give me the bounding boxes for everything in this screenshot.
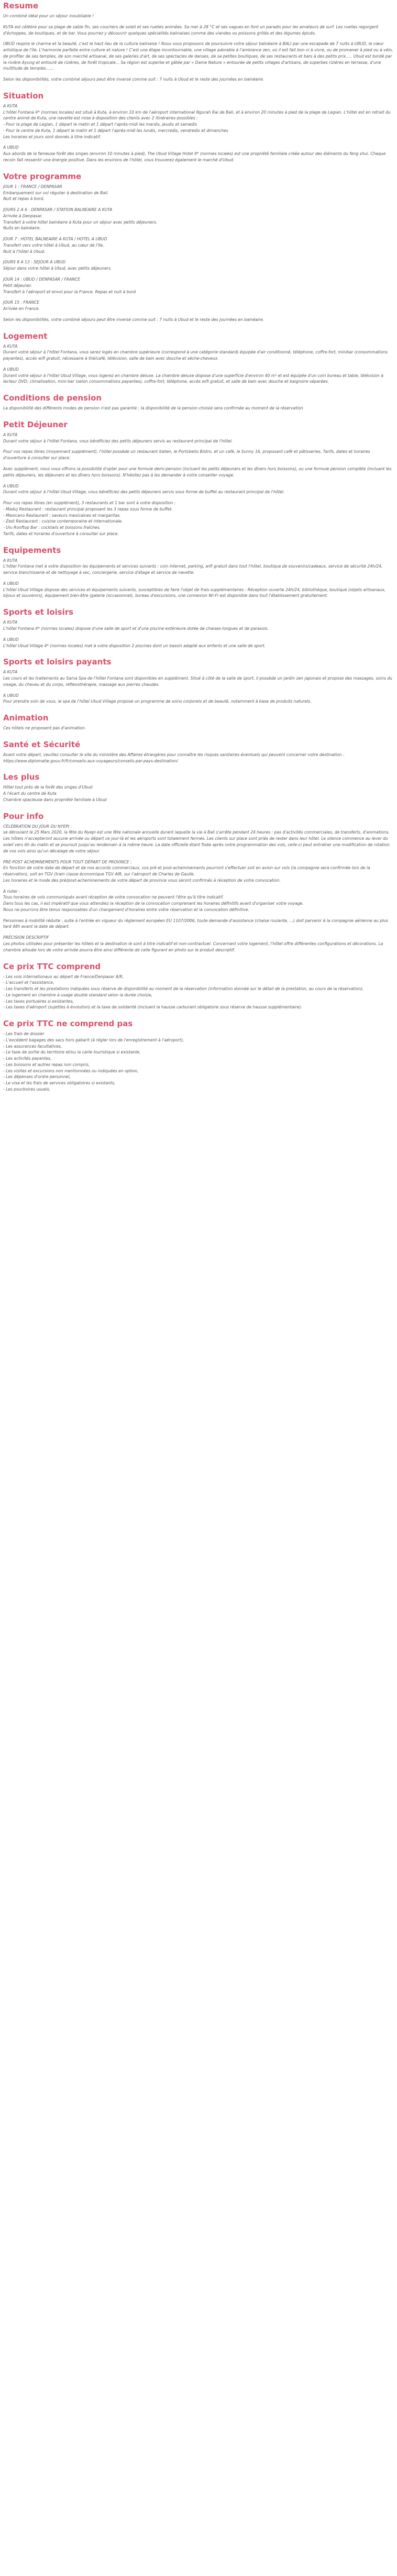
section-paragraph: JOUR 15 : FRANCE Arrivée en France. (3, 300, 40, 312)
section-paragraph: A KUTA L'hôtel Fontana 4* (normes locales) dispose d'une salle de sport et d'une piscine extérieure dotée de chaises-longues et de parasols. (3, 620, 269, 631)
section-paragraph: - Les frais de dossier - L'excédent bagages des sacs hors gabarit (à régler lors de l'enregistrement à l'aéroport), - Les assurances facultatives, - Le taxe de sortie du territoire et/ou la carte touristique si existante, - Les activités payantes, - Les boissons et autres repas non compris, - Les visites et excursions non mentionnées ou indiquées en option, - Les dépenses d'ordre personnel, - Le visa et les frais de services obligatoires si existants, - Les pourboires usuels. (3, 1031, 184, 1092)
section-title: Ce prix TTC ne comprend pas (3, 1019, 133, 1029)
section-paragraph: - Les vols internationaux au départ de France/Denpasar A/R, - L'accueil et l'assistance, - Les transferts et les prestations indiquées sous réserve de disponibilité au moment de la réservation (information donnée sur le détail de la prestation, au cours de la réservation), - Le logement en chambre à usage double standard selon la durée choisie, - Les taxes portuaires si existantes, - Les taxes d'aéroport (sujettes à évolution) et la taxe de solidarité (incluant la hausse carburant obligatoire sous réserve de hausse supplémentaire). (3, 974, 364, 1010)
section-title: Pour info (3, 811, 44, 821)
section-paragraph: A UBUD L'hôtel Ubud Village 4* (normes locales) met à votre disposition 2 piscines dont un bassin adapté aux enfants et une salle de sport. (3, 637, 266, 648)
section-title: Votre programme (3, 171, 82, 181)
section-title: Resume (3, 1, 39, 10)
section-title: Situation (3, 91, 44, 101)
section-paragraph: Selon les disponibilités, votre combiné séjours peut être inversé comme suit : 7 nuits à Ubud et le reste des journées en balnéaire. (3, 77, 264, 82)
section-paragraph: Avec supplément, nous vous offrons la possibilité d'opter pour une formule demi-pension (incluant les petits déjeuners et les dîners hors boissons), ou une formule pension complète (incluant les petits déjeuners, les déjeuners et les dîners hors boissons). N'hésitez pas à les demander à votre conseiller voyage. (3, 466, 392, 478)
section-paragraph: PRÉ-POST ACHEMINEMENTS POUR TOUT DÉPART DE PROVINCE : En fonction de votre date de départ et de nos accords commerciaux, vos pré et post-acheminements pourront s'effectuer soit en avion sur vols (la compagnie sera confirmée lors de la réservation), soit en TGV (train classe économique TGV AIR, sur l'aéroport de Charles de Gaulle. Les horaires et le mode des pré/post-acheminements de votre départ de province vous seront confirmés à réception de votre convocation. (3, 859, 370, 883)
section-paragraph: Selon les disponibilités, votre combiné séjours peut être inversé comme suit : 7 nuits à Ubud et le reste des journées en balnéaire. (3, 317, 264, 322)
section-paragraph: A KUTA L'hôtel Fontana met à votre disposition les équipements et services suivants : coin Internet, parking, wifi gratuit dans tout l'hôtel, boutique de souvenirs/cadeaux, service de sécurité 24h/24, service blanchisserie et de nettoyage à sec, conciergerie, service d'étage et service de navette. (3, 558, 383, 575)
section-paragraph: La disponibilité des différents modes de pension n'est pas garantie ; la disponibilité de la pension choisie sera confirmée au moment de la réservation (3, 406, 303, 411)
section-title: Sports et loisirs payants (3, 657, 112, 667)
section-paragraph: KUTA est célèbre pour sa plage de sable fin, ses couchers de soleil et ses ruelles animées. Sa mer à 28 °C et ses vagues en font un paradis pour les amateurs de surf. Les ruelles regorgent d'échoppes, de boutiques, et de bar. Vous pourrez y découvrir quelques spécialités balinaises comme des viandes ou poissons grillés et des légumes épicés. (3, 24, 379, 36)
section-paragraph: JOURS 2 A 6 : DENPASAR / STATION BALNEAIRE A KUTA Arrivée à Denpasar. Transfert à votre hôtel balnéaire à Kuta pour un séjour avec petits déjeuners. Nuits en balnéaire. (3, 207, 158, 231)
section-paragraph: JOURS 8 A 13 : SEJOUR A UBUD Séjour dans votre hôtel à Ubud, avec petits déjeuners. (3, 260, 112, 271)
section-title: Les plus (3, 772, 40, 782)
section-paragraph: CÉLÉBRATION DU JOUR DU NYEPI : se déroulant le 25 Mars 2020, la fête du Nyepi est une fête nationale annuelle durant laquelle la vie à Bali s'arrête pendant 24 heures : pas d'activités commerciales, de transferts, d'animations. Les hôtels n'accepteront aucune arrivée ou départ ce jour-là et les aéroports sont totalement fermés. Les clients sur place sont priés de rester dans leur hôtel. Le silence commence au lever du soleil vers 6h du matin et se poursuit jusqu'au lendemain à la même heure. La date officielle étant fixée après notre programmation des vols, celle-ci peut entraîner une modification de rotation de vos vols ainsi qu'un décalage de votre séjour. (3, 824, 390, 853)
section-paragraph: Pour vos repas libres (moyennant supplément), l'hôtel possède un restaurant italien, le Portobello Bistro, et un café, le Sunny 16, proposant café et pâtisseries. Tarifs, dates et horaires d'ouverture à consulter sur place. (3, 449, 370, 461)
section-paragraph: A UBUD Durant votre séjour à l'hôtel Ubud Village, vous bénéficiez des petits déjeuners servis sous forme de buffet au restaurant principal de l'hôtel. (3, 483, 285, 495)
section-paragraph: A KUTA Durant votre séjour à l'hôtel Fontana, vous serez logés en chambre supérieure (correspond à une catégorie standard) équipée d'air conditionné, téléphone, coffre-fort, minibar (consommations payantes), accès wifi gratuit, nécessaire à thé/café, télévision, salle de bain avec douche et sèche-cheveux. (3, 343, 388, 361)
section-title: Santé et Sécurité (3, 739, 81, 749)
section-paragraph: A UBUD Pour prendre soin de vous, le spa de l'hôtel Ubud Village propose un programme de soins corporels et de beauté, notamment à base de produits naturels. (3, 693, 312, 704)
section-paragraph: A KUTA Les cours et les traitements au Sama Spa de l'hôtel Fontana sont disponibles en supplément. Situé à côté de la salle de sport, il possède un jardin zen japonais et propose des massages, soins du visage, du cheveu et du corps, réflexothérapie, massage aux pierres chaudes. (3, 670, 392, 687)
section-title: Conditions de pension (3, 393, 102, 403)
section-title: Petit Déjeuner (3, 419, 68, 429)
section-paragraph: A KUTA L'hôtel Fontana 4* (normes locales) est situé à Kuta, à environ 10 km de l'aéroport international Ngurah Rai de Bali, et à environ 20 minutes à pied de la plage de Legian. L'hôtel est en retrait du centre animé de Kuta, une navette est mise à disposition des clients avec 2 itinéraires possibles : - Pour la plage de Legian, 1 départ le matin et 1 départ l'après-midi les mardis, jeudis et samedis - Pour le centre de Kuta, 1 départ le matin et 1 départ l'après-midi les lundis, mercredis, vendredis et dimanches Les horaires et jours sont donnés à titre indicatif. (3, 103, 391, 139)
section-paragraph: A UBUD Aux abords de la fameuse forêt des singes (environ 10 minutes à pied), The Ubud Village Hotel 4* (normes locales) est une propriété familiale créée autour des éléments du feng shui. Chaque recoin fait ressentir une énergie positive. Dans les environs de l'hôtel, vous trouverez également le marché d'Ubud. (3, 145, 386, 163)
section-title: Equipements (3, 545, 61, 555)
section-paragraph: Avant votre départ, veuillez consulter le site du ministère des Affaires étrangères pour connaître les risques sanitaires éventuels qui peuvent concerner votre destination : https://www.diplomatie.gouv.fr/fr/conseils-aux-voyageurs/conseils-par-pays-destination/ (3, 752, 345, 763)
section-title: Ce prix TTC comprend (3, 961, 101, 971)
section-paragraph: UBUD respire le charme et la beauté, c'est le haut lieu de la culture balinaise ! Nous vous proposons de poursuivre votre séjour balnéaire à BALI par une escapade de 7 nuits à UBUD, le cœur artistique de l'île. L'harmonie parfaite entre culture et nature ! C'est une étape incontournable, une village adorable à l'ambiance zen, où il est fait bon vi à vivre, ou de promener à pied ou à vélo, de profiter de ses temples, de son marché artisanal, de ses galeries d'art, de ses spectacles de danses, de sa petites boutiques, de ses restaurants et bars à des petits prix..... Ubud est bordé par la rivière Ayung et entouré de rizières, de forêt tropicale... Sa région est superbe et gâtée par « Dame Nature » entourée de petits villages d'artisans, de superbes rizières en terrasse, d'une multitude de temples...... (3, 41, 393, 71)
section-paragraph: JOUR 7 : HOTEL BALNEAIRE A KUTA / HOTEL A UBUD Transfert vers votre hôtel à Ubud, au cœur de l'île. Nuit à l'hôtel à Ubud. (3, 237, 107, 254)
section-paragraph: Pour vos repas libres (en supplément), 3 restaurants et 1 bar sont à votre disposition : - Maduj Restaurant : restaurant principal proposant les 3 repas sous forme de buffet. - Mexicano Restaurant : saveurs mexicaines et margaritas. - Zest Restaurant : cuisine contemporaine et internationale. - Ulu Rooftop Bar : cocktails et boissons fraîches. Tarifs, dates et horaires d'ouverture à consulter sur place. (3, 501, 176, 536)
section-paragraph: A KUTA Durant votre séjour à l'hôtel Fontana, vous bénéficiez des petits déjeuners servis au restaurant principal de l'hôtel. (3, 432, 233, 443)
section-paragraph: A noter : Tous horaires de vols communiqués avant réception de votre convocation ne peuvent l'être qu'à titre indicatif. Dans tous les cas, il est impératif que vous attendiez la réception de la convocation comprenant les horaires définitifs avant d'organiser votre voyage. Nous ne pourrons être tenus responsables d'un changement d'horaires entre votre réservation et la convocation définitive. (3, 889, 304, 912)
section-paragraph: Ces hôtels ne proposent pas d'animation. (3, 726, 86, 731)
section-paragraph: JOUR 14 : UBUD / DENPASAR / FRANCE Petit déjeuner. Transfert à l'aéroport et envol pour la France. Repas et nuit à bord (3, 276, 136, 294)
section-paragraph: PRÉCISION DESCRIPTIF Les photos utilisées pour présenter les hôtels et la destination le sont à titre indicatif et non-contractuel. Concernant votre logement, l'hôtel offre différentes configurations et décorations. La chambre allouée lors de votre arrivée pourra être ainsi différente de celle figurant en photo sur le produit descriptif. (3, 935, 383, 952)
section-title: Sports et loisirs (3, 607, 74, 617)
section-paragraph: Personnes à mobilité réduite : suite à l'entrée en vigueur du règlement européen EU 1107/2006, toute demande d'assistance (chaise roulante, ...) doit parvenir à la compagnie aérienne au plus tard 48h avant la date de départ. (3, 918, 388, 929)
section-paragraph: Hôtel tout près de la forêt des singes d'Ubud A l'écart du centre de Kuta Chambre spacieuse dans propriété familiale à Ubud (3, 785, 107, 802)
section-paragraph: JOUR 1 : FRANCE / DENPASAR Embarquement sur vol régulier à destination de Bali. Nuit et repas à bord. (3, 184, 109, 202)
section-title: Logement (3, 331, 48, 341)
document-page (0, 0, 397, 1106)
section-paragraph: A UBUD L'hôtel Ubud Village dispose des services et équipements suivants, susceptibles de faire l'objet de frais supplémentaires : Réception ouverte 24h/24, bibliothèque, boutique (objets artisanaux, bijoux et souvenirs), équipement bien-être (galerie (occasionnel), bureau d'excursions, une connexion Wi-Fi est disponible dans tout l'établissement gratuitement. (3, 581, 386, 598)
section-paragraph: A UBUD Durant votre séjour à l'hôtel Ubud Village, vous logerez en chambre deluxe. La chambre deluxe dispose d'une superficie d'environ 40 m² et est équipée d'un coin bureau et table, télévision à lecteur DVD, climatisation, mini-bar (selon consommations payantes), coffre-fort, téléphone, accès wifi gratuit, et salle de bain avec douche et baignoire séparées. (3, 367, 383, 384)
section-paragraph: Un combiné idéal pour un séjour inoubliable ! (3, 14, 94, 18)
section-title: Animation (3, 713, 49, 723)
